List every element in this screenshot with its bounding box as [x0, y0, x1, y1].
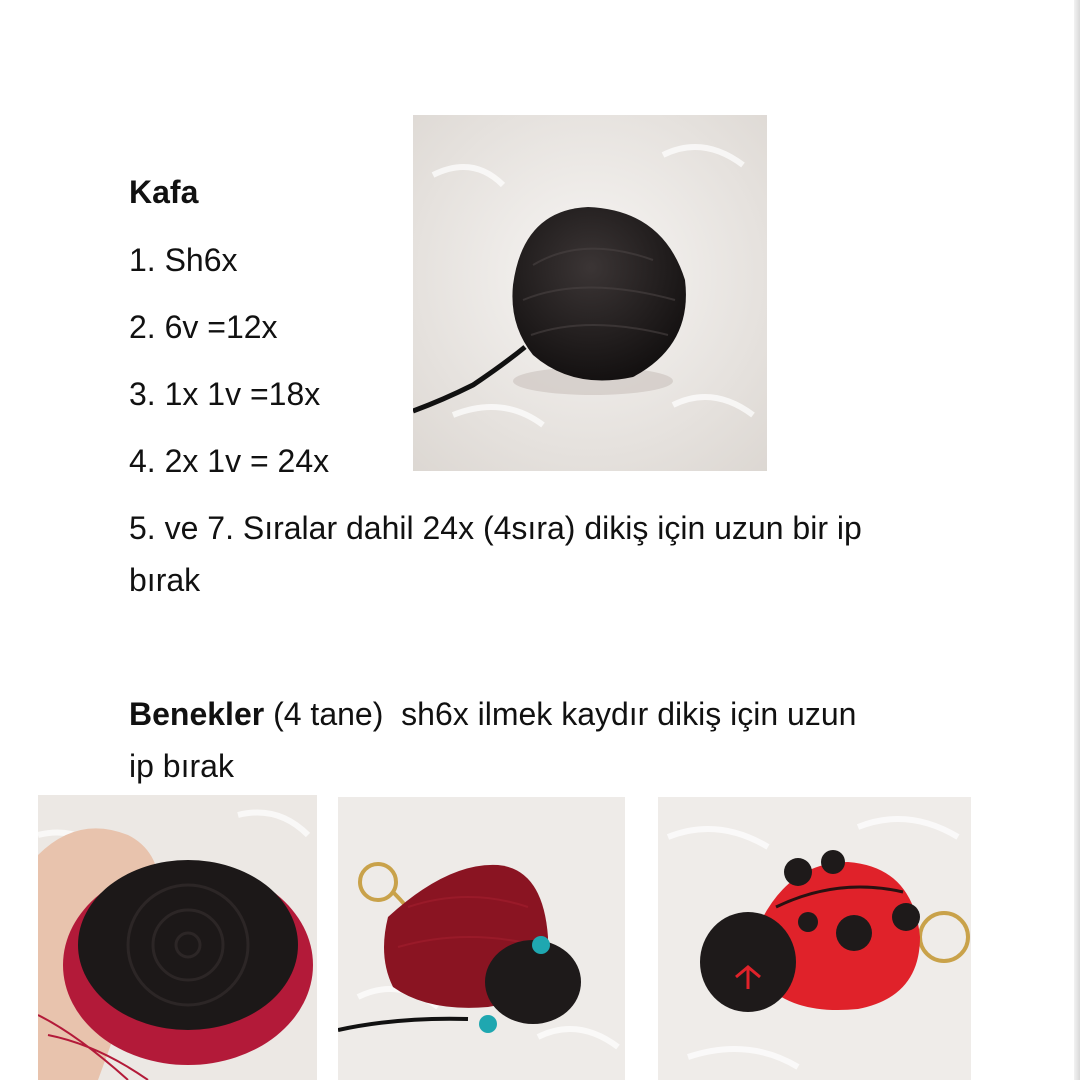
spots-instruction: sh6x ilmek kaydır dikiş için uzun	[401, 696, 857, 732]
head-step-4: 4. 2x 1v = 24x	[129, 443, 330, 479]
red-ladybug-photo	[658, 797, 971, 1080]
head-section-title: Kafa	[129, 174, 199, 210]
body-underside-photo	[38, 795, 317, 1080]
head-step-3: 3. 1x 1v =18x	[129, 376, 321, 412]
page-edge	[1074, 0, 1080, 1080]
head-step-5: 5. ve 7. Sıralar dahil 24x (4sıra) dikiş için uzun bir ip	[129, 510, 862, 546]
spots-instruction-cont: ip bırak	[129, 748, 234, 784]
spots-title: Benekler	[129, 696, 265, 732]
dark-red-ladybug-photo	[338, 797, 625, 1080]
spots-count: (4 tane)	[273, 696, 384, 732]
head-piece-photo	[413, 115, 767, 471]
head-step-1: 1. Sh6x	[129, 242, 238, 278]
head-step-2: 2. 6v =12x	[129, 309, 278, 345]
head-step-5-cont: bırak	[129, 562, 201, 598]
spots-instruction-line	[129, 694, 856, 734]
